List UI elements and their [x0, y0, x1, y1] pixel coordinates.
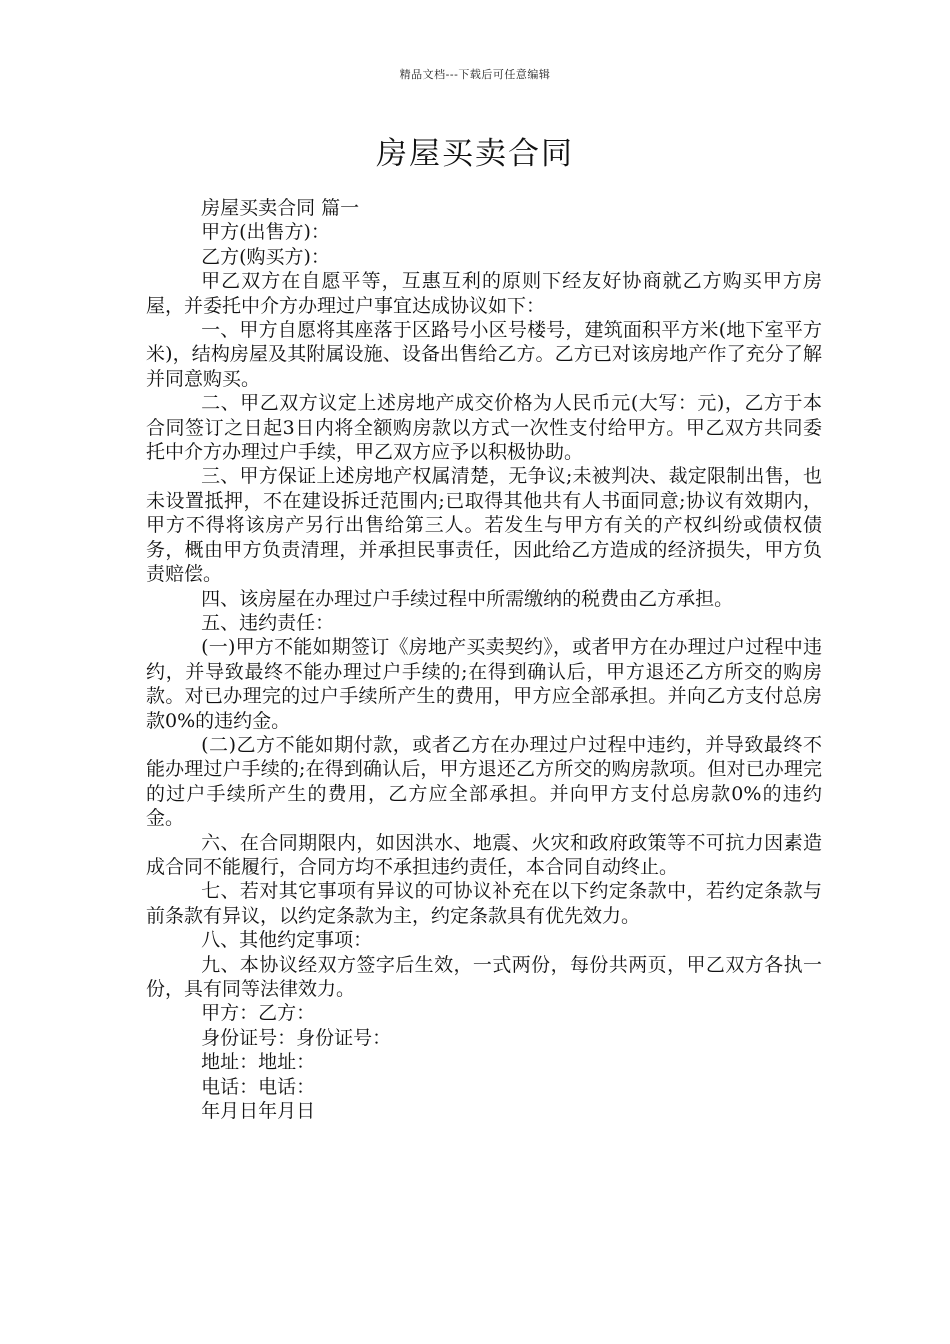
clause-5-heading: 五、违约责任： [201, 611, 335, 634]
clause-2: 二、甲乙双方议定上述房地产成交价格为人民币元(大写：元)，乙方于本合同签订之日起3日内将全额购房款以方式一次性支付给甲方。甲乙双方共同委托中介方办理过户手续，甲乙双方应予以积极协助。 [146, 392, 822, 464]
signature-dates: 年月日年月日 [201, 1100, 316, 1123]
party-a-label: 甲方(出售方)： [201, 221, 330, 244]
clause-7: 七、若对其它事项有异议的可协议补充在以下约定条款中，若约定条款与前条款有异议，以约定条款为主，约定条款具有优先效力。 [146, 880, 822, 927]
signature-addresses: 地址：地址： [201, 1051, 316, 1074]
section-heading: 房屋买卖合同 篇一 [201, 197, 360, 219]
preamble-paragraph: 甲乙双方在自愿平等，互惠互利的原则下经友好协商就乙方购买甲方房屋，并委托中介方办理过户事宜达成协议如下： [146, 270, 822, 317]
clause-8: 八、其他约定事项： [201, 929, 373, 952]
clause-9: 九、本协议经双方签字后生效，一式两份，每份共两页，甲乙双方各执一份，具有同等法律效力。 [146, 953, 822, 1000]
clause-4: 四、该房屋在办理过户手续过程中所需缴纳的税费由乙方承担。 [201, 587, 734, 610]
signature-phones: 电话：电话： [201, 1075, 316, 1098]
party-b-label: 乙方(购买方)： [201, 245, 330, 268]
clause-5-item-1: (一)甲方不能如期签订《房地产买卖契约》，或者甲方在办理过户过程中违约，并导致最终不能办理过户手续的;在得到确认后，甲方退还乙方所交的购房款。对已办理完的过户手续所产生的费用，甲方应全部承担。并向乙方支付总房款0%的违约金。 [146, 636, 822, 732]
clause-3: 三、甲方保证上述房地产权属清楚，无争议;未被判决、裁定限制出售，也未设置抵押，不在建设拆迁范围内;已取得其他共有人书面同意;协议有效期内，甲方不得将该房产另行出售给第三人。若发生与甲方有关的产权纠纷或债权债务，概由甲方负责清理，并承担民事责任，因此给乙方造成的经济损失，甲方负责赔偿。 [146, 465, 822, 586]
document-title: 房屋买卖合同 [376, 136, 574, 172]
contract-body [146, 196, 822, 1123]
header-note: 精品文档---下载后可任意编辑 [399, 68, 551, 81]
signature-id-numbers: 身份证号：身份证号： [201, 1026, 392, 1049]
clause-1: 一、甲方自愿将其座落于区路号小区号楼号，建筑面积平方米(地下室平方米)，结构房屋及其附属设施、设备出售给乙方。乙方已对该房地产作了充分了解并同意购买。 [146, 319, 822, 390]
signature-parties: 甲方：乙方： [201, 1002, 316, 1025]
clause-6: 六、在合同期限内，如因洪水、地震、火灾和政府政策等不可抗力因素造成合同不能履行，合同方均不承担违约责任，本合同自动终止。 [146, 831, 822, 878]
clause-5-item-2: (二)乙方不能如期付款，或者乙方在办理过户过程中违约，并导致最终不能办理过户手续的;在得到确认后，甲方退还乙方所交的购房款项。但对已办理完的过户手续所产生的费用，乙方应全部承担。并向甲方支付总房款0%的违约金。 [146, 733, 822, 830]
